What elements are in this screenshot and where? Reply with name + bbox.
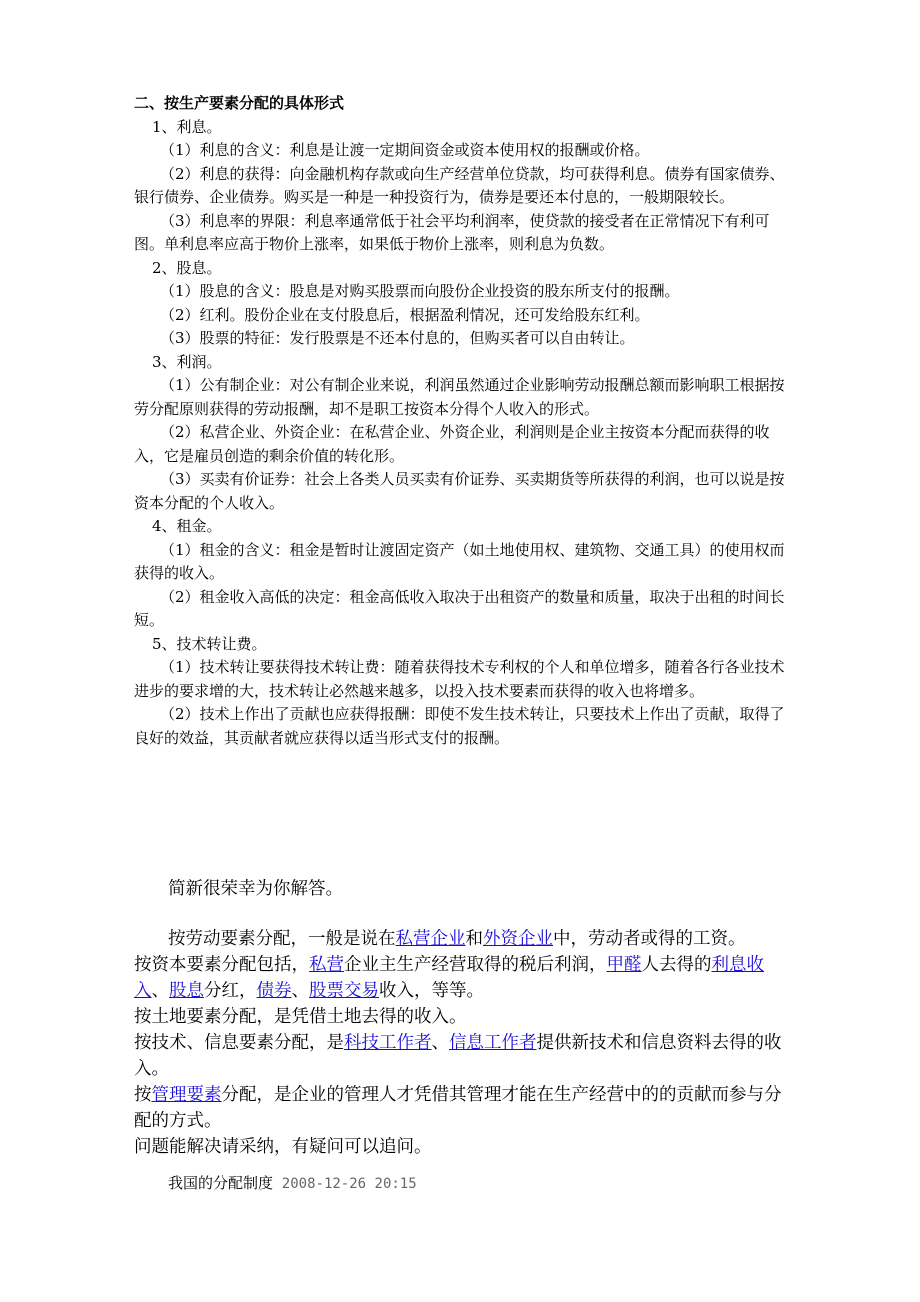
link-tech-workers[interactable]: 科技工作者 [344,1033,432,1053]
text-run: 按资本要素分配包括， [134,955,309,975]
paragraph: （2）红利。股份企业在支付股息后，根据盈利情况，还可发给股东红利。 [160,305,650,324]
text-run: 分配，是企业的管理人才凭借其管理才能在生产经营中的的贡献而参与分配的方式。 [134,1085,782,1131]
text-run: 中，劳动者或得的工资。 [553,929,746,949]
link-management-factor[interactable]: 管理要素 [151,1085,222,1105]
paragraph: （1）股息的含义：股息是对购买股票而向股份企业投资的股东所支付的报酬。 [160,282,680,300]
text-run: 按劳动要素分配，一般是说在 [168,929,396,949]
paragraph: （3）买卖有价证券：社会上各类人员买卖有价证券、买卖期货等所获得的利润，也可以说是按资本分配的个人收入。 [134,470,785,512]
link-bonds[interactable]: 债券 [256,981,292,1001]
footer-meta [168,1172,417,1193]
paragraph: （2）私营企业、外资企业：在私营企业、外资企业，利润则是企业主按资本分配而获得的收入，它是雇员创造的剩余价值的转化形。 [134,423,770,465]
text-run: 、 [431,1033,449,1053]
paragraph: （1）利息的含义：利息是让渡一定期间资金或资本使用权的报酬或价格。 [160,141,650,159]
footer-title: 我国的分配制度 [168,1174,274,1192]
footer-timestamp: 2008-12-26 20:15 [281,1176,417,1192]
answer-section [134,876,794,1160]
item-heading-tech-fee: 5、技术转让费。 [152,634,267,653]
text-run: 企业主生产经营取得的税后利润， [344,955,607,975]
greeting-line: 简新很荣幸为你解答。 [168,879,343,899]
text-run: 人去得的 [641,955,712,975]
paragraph: （2）利息的获得：向金融机构存款或向生产经营单位贷款，均可获得利息。债券有国家债券、银行债券、企业债券。购买是一种是一种投资行为，债券是要还本付息的，一般期限较长。 [134,164,785,206]
paragraph: （1）租金的含义：租金是暂时让渡固定资产（如土地使用权、建筑物、交通工具）的使用权而获得的收入。 [134,540,785,582]
text-run: 和 [465,929,483,949]
link-info-workers[interactable]: 信息工作者 [449,1033,537,1053]
item-heading-profit: 3、利润。 [152,352,222,371]
item-heading-dividend: 2、股息。 [152,258,222,277]
text-run: 收入，等等。 [379,981,484,1001]
link-private[interactable]: 私营 [309,955,344,975]
answer-line-land: 按土地要素分配，是凭借土地去得的收入。 [134,1007,467,1027]
article-section [134,92,796,750]
paragraph: （3）利息率的界限：利息率通常低于社会平均利润率，使贷款的接受者在正常情况下有利可图。单利息率应高于物价上涨率，如果低于物价上涨率，则利息为负数。 [134,211,770,253]
text-run: 、 [291,981,309,1001]
link-dividend[interactable]: 股息 [169,981,204,1001]
text-run: 按技术、信息要素分配，是 [134,1033,344,1053]
link-private-enterprise[interactable]: 私营企业 [395,929,466,949]
closing-line: 问题能解决请采纳，有疑问可以追问。 [134,1137,432,1157]
link-interest-income[interactable]: 利息收入 [134,955,764,1001]
paragraph: （2）租金收入高低的决定：租金高低收入取决于出租资产的数量和质量，取决于出租的时间长短。 [134,587,785,629]
paragraph: （1）技术转让要获得技术转让费：随着获得技术专利权的个人和单位增多，随着各行各业技术进步的要求增的大，技术转让必然越来越多，以投入技术要素而获得的收入也将增多。 [134,658,785,700]
answer-line-labor [134,926,794,952]
link-formaldehyde[interactable]: 甲醛 [606,955,642,975]
section-heading: 二、按生产要素分配的具体形式 [134,94,345,112]
link-stock-trading[interactable]: 股票交易 [309,981,379,1001]
text-run: 提供新技术和信息资料去得的收入。 [134,1033,782,1079]
link-foreign-enterprise[interactable]: 外资企业 [483,929,553,949]
paragraph: （2）技术上作出了贡献也应获得报酬：即使不发生技术转让，只要技术上作出了贡献，取得了良好的效益，其贡献者就应获得以适当形式支付的报酬。 [134,705,785,747]
answer-line-management [134,1082,794,1134]
item-heading-interest: 1、利息。 [152,117,222,136]
text-run: 分红， [204,981,257,1001]
paragraph: （3）股票的特征：发行股票是不还本付息的，但购买者可以自由转让。 [160,329,635,347]
item-heading-rent: 4、租金。 [152,517,222,535]
answer-line-tech [134,1030,794,1082]
text-run: 按 [134,1085,152,1105]
paragraph: （1）公有制企业：对公有制企业来说，利润虽然通过企业影响劳动报酬总额而影响职工根据按劳分配原则获得的劳动报酬，却不是职工按资本分得个人收入的形式。 [134,376,785,418]
answer-line-capital [134,952,794,1004]
text-run: 、 [151,981,169,1001]
